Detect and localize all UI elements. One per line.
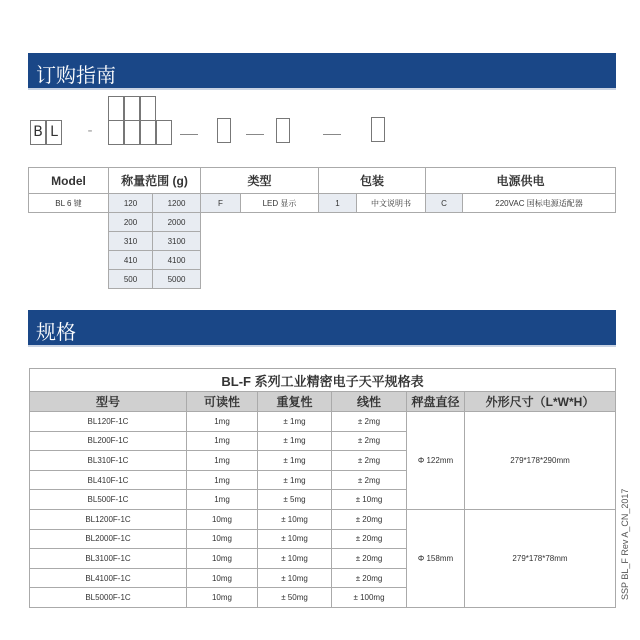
code-slot-power — [371, 117, 385, 142]
dimensions-cell: 279*178*290mm — [465, 412, 616, 510]
model-cell: BL310F-1C — [30, 451, 187, 471]
repeatability-cell: ± 10mg — [258, 549, 332, 569]
code-slot — [108, 120, 124, 145]
pack-desc: 中文说明书 — [357, 194, 426, 213]
code-dash — [246, 134, 264, 135]
power-code: C — [426, 194, 463, 213]
header-dimensions: 外形尺寸（L*W*H） — [465, 392, 616, 412]
model-cell: BL1200F-1C — [30, 509, 187, 529]
linearity-cell: ± 2mg — [332, 451, 407, 471]
range-cell: 2000 — [153, 213, 201, 232]
ordering-table — [28, 167, 616, 289]
section-title: 规格 — [36, 320, 76, 344]
readability-cell: 1mg — [187, 412, 258, 432]
header-type: 类型 — [201, 168, 319, 194]
section-banner-specs — [28, 310, 616, 347]
header-linearity: 线性 — [332, 392, 407, 412]
spec-table-title: BL-F 系列工业精密电子天平规格表 — [30, 369, 616, 392]
repeatability-cell: ± 1mg — [258, 451, 332, 471]
code-slot — [156, 120, 172, 145]
header-model: Model — [29, 168, 109, 194]
header-package: 包装 — [319, 168, 426, 194]
model-cell: BL5000F-1C — [30, 588, 187, 608]
pack-code: 1 — [319, 194, 357, 213]
range-cell: 500 — [109, 270, 153, 289]
table-row — [30, 412, 616, 432]
code-box-b: B — [30, 120, 46, 145]
readability-cell: 10mg — [187, 529, 258, 549]
code-slot-pack — [276, 118, 290, 143]
range-cell: 200 — [109, 213, 153, 232]
range-cell: 410 — [109, 251, 153, 270]
model-cell: BL3100F-1C — [30, 549, 187, 569]
linearity-cell: ± 20mg — [332, 549, 407, 569]
readability-cell: 1mg — [187, 490, 258, 510]
section-title: 订购指南 — [36, 63, 116, 87]
repeatability-cell: ± 1mg — [258, 470, 332, 490]
table-header-row — [29, 168, 616, 194]
code-slot-type — [217, 118, 231, 143]
range-cell: 120 — [109, 194, 153, 213]
code-separator: - — [84, 120, 96, 145]
code-slot — [124, 120, 140, 145]
code-slot — [140, 120, 156, 145]
power-desc: 220VAC 国标电源适配器 — [463, 194, 616, 213]
dimensions-cell: 279*178*78mm — [465, 509, 616, 607]
code-dash — [323, 134, 341, 135]
readability-cell: 1mg — [187, 431, 258, 451]
table-row — [30, 509, 616, 529]
range-cell: 310 — [109, 232, 153, 251]
readability-cell: 1mg — [187, 451, 258, 471]
model-cell: BL410F-1C — [30, 470, 187, 490]
header-range: 称量范围 (g) — [109, 168, 201, 194]
model-cell: BL500F-1C — [30, 490, 187, 510]
pan-diameter-cell: Φ 122mm — [407, 412, 465, 510]
readability-cell: 10mg — [187, 588, 258, 608]
header-repeatability: 重复性 — [258, 392, 332, 412]
linearity-cell: ± 100mg — [332, 588, 407, 608]
repeatability-cell: ± 50mg — [258, 588, 332, 608]
range-cell: 1200 — [153, 194, 201, 213]
linearity-cell: ± 2mg — [332, 431, 407, 451]
linearity-cell: ± 2mg — [332, 470, 407, 490]
readability-cell: 10mg — [187, 509, 258, 529]
repeatability-cell: ± 10mg — [258, 568, 332, 588]
pan-diameter-cell: Φ 158mm — [407, 509, 465, 607]
repeatability-cell: ± 10mg — [258, 509, 332, 529]
code-dash — [180, 134, 198, 135]
model-cell: BL120F-1C — [30, 412, 187, 432]
code-slot — [140, 96, 156, 121]
table-row — [29, 194, 616, 213]
model-cell: BL200F-1C — [30, 431, 187, 451]
header-pan-diameter: 秤盘直径 — [407, 392, 465, 412]
type-code: F — [201, 194, 241, 213]
repeatability-cell: ± 5mg — [258, 490, 332, 510]
linearity-cell: ± 20mg — [332, 568, 407, 588]
linearity-cell: ± 10mg — [332, 490, 407, 510]
linearity-cell: ± 20mg — [332, 529, 407, 549]
linearity-cell: ± 20mg — [332, 509, 407, 529]
readability-cell: 1mg — [187, 470, 258, 490]
section-banner-ordering — [28, 53, 616, 90]
readability-cell: 10mg — [187, 568, 258, 588]
range-cell: 5000 — [153, 270, 201, 289]
linearity-cell: ± 2mg — [332, 412, 407, 432]
type-desc: LED 显示 — [241, 194, 319, 213]
document-code: SSP BL_F Rev A_CN_2017 — [620, 488, 630, 600]
range-cell: 3100 — [153, 232, 201, 251]
header-power: 电源供电 — [426, 168, 616, 194]
repeatability-cell: ± 10mg — [258, 529, 332, 549]
model-cell: BL4100F-1C — [30, 568, 187, 588]
code-slot — [108, 96, 124, 121]
code-slot — [124, 96, 140, 121]
table-header-row — [30, 392, 616, 412]
code-box-l: L — [46, 120, 62, 145]
model-cell: BL2000F-1C — [30, 529, 187, 549]
header-model: 型号 — [30, 392, 187, 412]
repeatability-cell: ± 1mg — [258, 412, 332, 432]
range-cell: 4100 — [153, 251, 201, 270]
header-readability: 可读性 — [187, 392, 258, 412]
readability-cell: 10mg — [187, 549, 258, 569]
repeatability-cell: ± 1mg — [258, 431, 332, 451]
model-cell: BL 6 键 — [29, 194, 109, 213]
spec-table — [29, 368, 616, 608]
